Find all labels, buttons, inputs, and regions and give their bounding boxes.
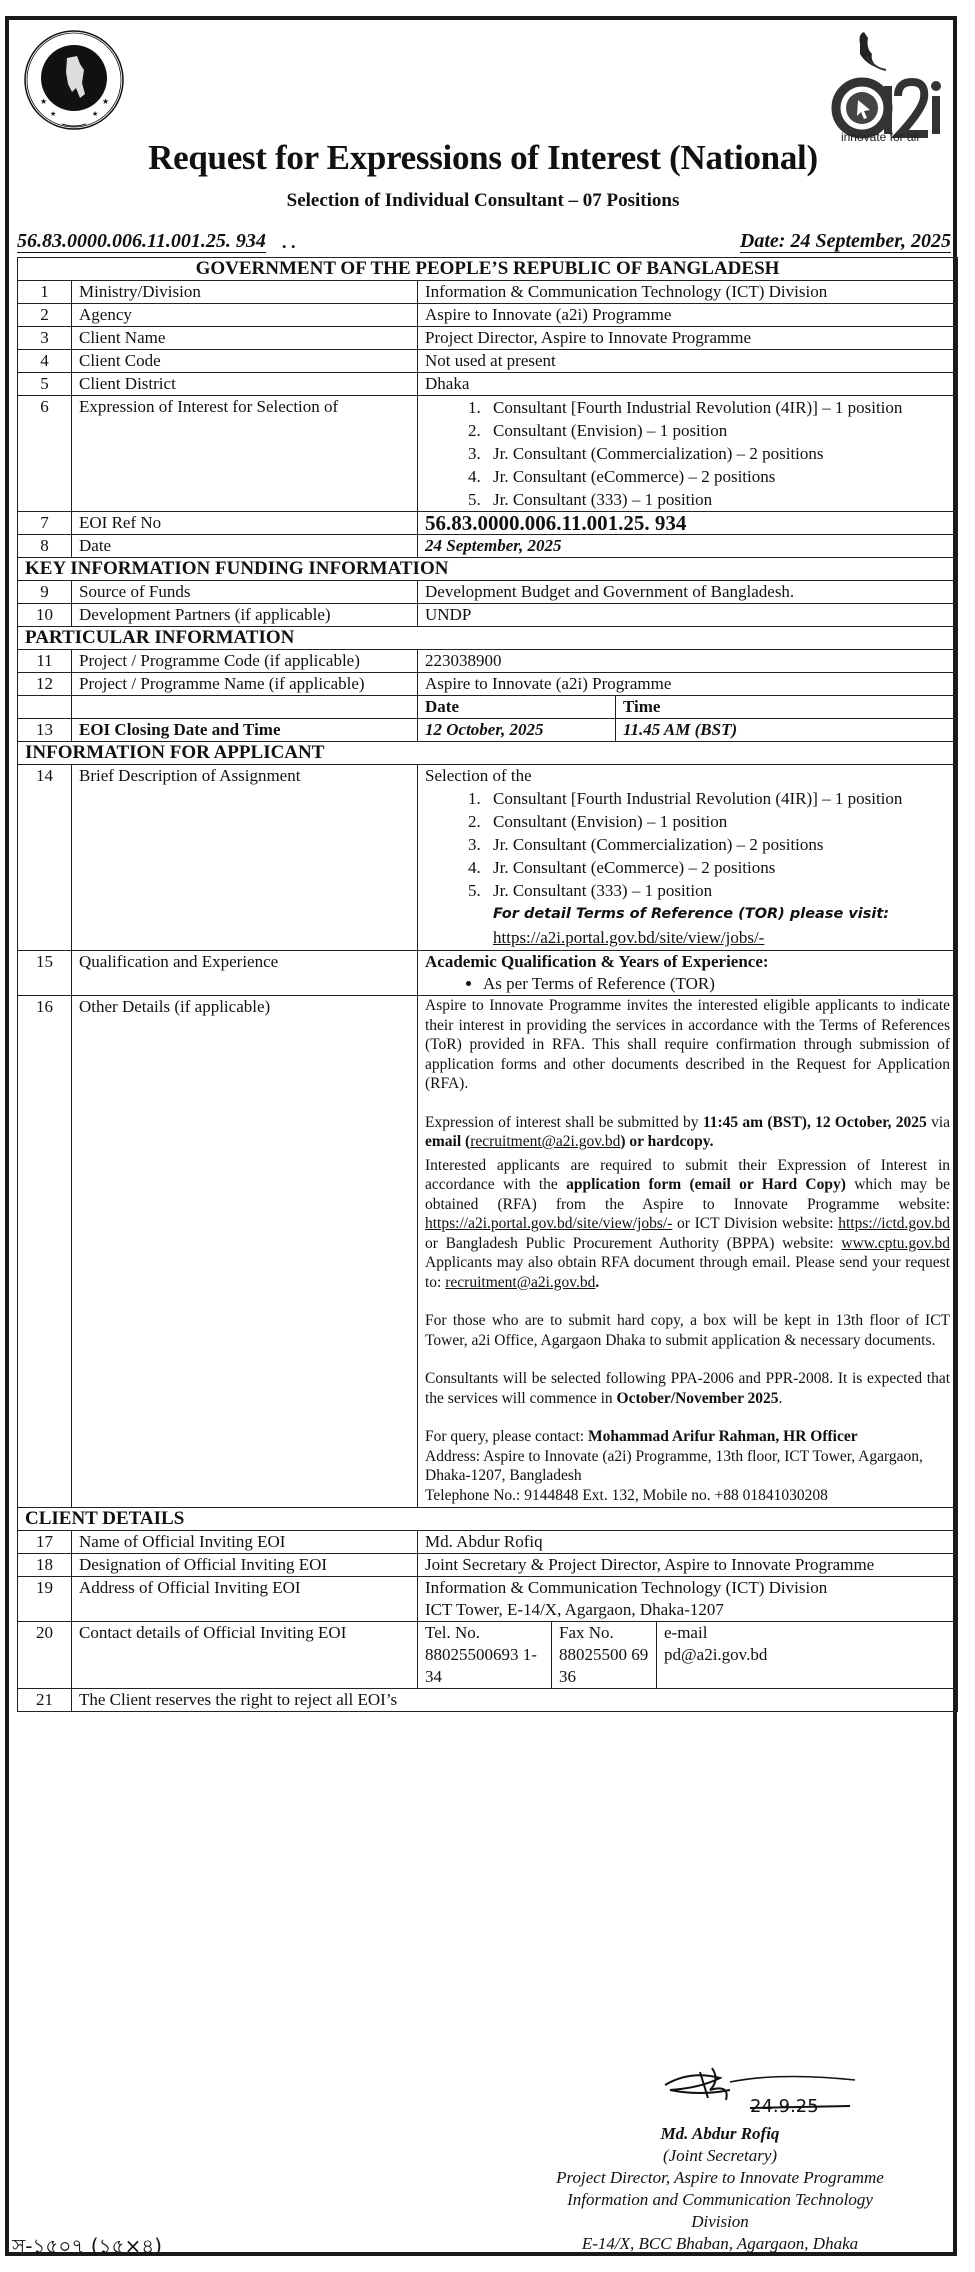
section-header-row	[18, 1508, 958, 1531]
row-label: EOI Closing Date and Time	[72, 719, 418, 742]
table-row: 9 Source of Funds Development Budget and Government of Bangladesh.	[18, 581, 958, 604]
cptu-link[interactable]: www.cptu.gov.bd	[841, 1234, 951, 1252]
hardcopy-instructions: For those who are to submit hard copy, a box will be kept in 13th floor of ICT Tower, a2i Office, Agargaon Dhaka to submit application & necessary documents.	[425, 1312, 951, 1349]
list-item: 4. Jr. Consultant (eCommerce) – 2 positions	[485, 856, 950, 879]
table-heading-row	[18, 258, 958, 281]
a2i-tagline: innovate for all	[840, 130, 920, 144]
table-row: 15 Qualification and Experience Academic Qualification & Years of Experience: • As per Terms of Reference (TOR)	[18, 951, 958, 996]
table-row: 19 Address of Official Inviting EOI Information & Communication Technology (ICT) Division ICT Tower, E-14/X, Agargaon, Dhaka-1207	[18, 1577, 958, 1622]
closing-time-header: Time	[623, 697, 661, 716]
tor-note: For detail Terms of Reference (TOR) please visit:	[493, 906, 890, 922]
table-row: 3 Client Name Project Director, Aspire to Innovate Programme	[18, 327, 958, 350]
date-value: 24 September, 2025	[418, 535, 958, 558]
row-label: Expression of Interest for Selection of	[72, 396, 418, 512]
signatory-line-2: Information and Communication Technology	[567, 2190, 873, 2209]
row-label: Address of Official Inviting EOI	[72, 1577, 418, 1622]
table-row: 4 Client Code Not used at present	[18, 350, 958, 373]
submission-deadline: Expression of interest shall be submitted by 11:45 am (BST), 12 October, 2025 via email (recruitment@a2i.gov.bd) or hardcopy.	[425, 1113, 951, 1150]
list-item: 2. Consultant (Envision) – 1 position	[485, 419, 950, 442]
row-label: Client District	[72, 373, 418, 396]
table-row: 13 EOI Closing Date and Time 12 October, 2025 11.45 AM (BST)	[18, 719, 958, 742]
memo-suffix: . .	[282, 232, 296, 252]
section-key-info: KEY INFORMATION FUNDING INFORMATION	[18, 558, 958, 581]
page-title: Request for Expressions of Interest (National)	[148, 138, 818, 177]
table-row: 1 Ministry/Division Information & Communication Technology (ICT) Division	[18, 281, 958, 304]
recruitment-email-link-2[interactable]: recruitment@a2i.gov.bd	[445, 1273, 596, 1291]
table-row: 21 The Client reserves the right to reject all EOI’s	[18, 1689, 958, 1712]
row-label: Other Details (if applicable)	[72, 996, 418, 1508]
section-header-row	[18, 558, 958, 581]
table-row: 14 Brief Description of Assignment Selection of the 1. Consultant [Fourth Industrial Revolution (4IR)] – 1 position 2. Consultant (Envision) – 1 position 3. Jr. Consultant (Commercialization) – 2 positions 4. Jr. Consultant (eCommerce) – 2 positions 5. Jr. Consultant (333) – 1 position For detail Terms of Reference (TOR) please visit: https://a2i.portal.gov.bd/site/view/jobs/-	[18, 765, 958, 951]
other-details-intro: Aspire to Innovate Programme invites the interested eligible applicants to indicate their interest in providing the services in accordance with the Terms of References (ToR) provided in RFA. This shall require confirmation through submission of application forms and other documents described in the Request for Application (RFA).	[425, 997, 951, 1092]
table-row: 11 Project / Programme Code (if applicable) 223038900	[18, 650, 958, 673]
row-value	[418, 396, 958, 512]
a2i-jobs-link[interactable]: https://a2i.portal.gov.bd/site/view/jobs/-	[425, 1215, 673, 1232]
row-value: Dhaka	[418, 373, 958, 396]
row-label: Project / Programme Name (if applicable)	[72, 673, 418, 696]
list-item: 5. Jr. Consultant (333) – 1 position	[485, 879, 950, 902]
section-client: CLIENT DETAILS	[18, 1508, 958, 1531]
recruitment-email-link[interactable]: recruitment@a2i.gov.bd	[470, 1133, 621, 1150]
section-particular: PARTICULAR INFORMATION	[18, 627, 958, 650]
row-label: Ministry/Division	[72, 281, 418, 304]
table-row: 6 Expression of Interest for Selection of 1. Consultant [Fourth Industrial Revolution (4IR)] – 1 position 2. Consultant (Envision) – 1 position 3. Jr. Consultant (Commercialization) – 2 positions 4. Jr. Consultant (eCommerce) – 2 positions 5. Jr. Consultant (333) – 1 position	[18, 396, 958, 512]
signatory-rank: (Joint Secretary)	[662, 2146, 778, 2165]
row-value: UNDP	[418, 604, 958, 627]
memo-number: 56.83.0000.006.11.001.25. 934	[17, 230, 266, 252]
row-label: Contact details of Official Inviting EOI	[72, 1622, 418, 1689]
svg-text:24.9.25: 24.9.25	[750, 2096, 819, 2117]
row-label: Agency	[72, 304, 418, 327]
tel-label: Tel. No.	[425, 1623, 480, 1642]
ictd-link[interactable]: https://ictd.gov.bd	[838, 1215, 951, 1232]
table-row: 10 Development Partners (if applicable) UNDP	[18, 604, 958, 627]
selection-method: Consultants will be selected following PPA-2006 and PPR-2008. It is expected that the services will commence in October/November 2025.	[425, 1370, 951, 1407]
table-row: 17 Name of Official Inviting EOI Md. Abdur Rofiq	[18, 1531, 958, 1554]
table-row: 8 Date 24 September, 2025	[18, 535, 958, 558]
list-item: 3. Jr. Consultant (Commercialization) – 2 positions	[485, 833, 950, 856]
row-label: Project / Programme Code (if applicable)	[72, 650, 418, 673]
svg-text:★: ★	[102, 97, 110, 106]
application-instructions: Interested applicants are required to submit their Expression of Interest in accordance with the application form (email or Hard Copy) which may be obtained (RFA) from the Aspire to Innovate Programme website: https://a2i.portal.gov.bd/site/view/jobs/- or ICT Division website: https://ictd.gov.bd or Bangladesh Public Procurement Authority (BPPA) website: www.cptu.gov.bd Applicants may also obtain RFA document through email. Please send your request to: recruitment@a2i.gov.bd.	[425, 1156, 951, 1291]
assignment-intro: Selection of the	[425, 766, 532, 785]
list-item: 5. Jr. Consultant (333) – 1 position	[485, 488, 950, 511]
row-value: Project Director, Aspire to Innovate Programme	[418, 327, 958, 350]
email-value[interactable]: pd@a2i.gov.bd	[664, 1645, 768, 1664]
table-row: 12 Project / Programme Name (if applicable) Aspire to Innovate (a2i) Programme	[18, 673, 958, 696]
query-contact: For query, please contact: Mohammad Arifur Rahman, HR Officer	[425, 1428, 858, 1445]
rejection-clause: The Client reserves the right to reject all EOI’s	[72, 1689, 958, 1712]
row-label: Brief Description of Assignment	[72, 765, 418, 951]
section-header-row	[18, 627, 958, 650]
row-value: Development Budget and Government of Bangladesh.	[418, 581, 958, 604]
table-row: 18 Designation of Official Inviting EOI Joint Secretary & Project Director, Aspire to Innovate Programme	[18, 1554, 958, 1577]
list-item: 2. Consultant (Envision) – 1 position	[485, 810, 950, 833]
row-label: Client Name	[72, 327, 418, 350]
section-header-row	[18, 742, 958, 765]
eoi-ref-value: 56.83.0000.006.11.001.25. 934	[418, 512, 958, 535]
row-value: Aspire to Innovate (a2i) Programme	[418, 304, 958, 327]
table-row: 5 Client District Dhaka	[18, 373, 958, 396]
email-label: e-mail	[664, 1623, 708, 1642]
signatory-line-1: Project Director, Aspire to Innovate Programme	[556, 2168, 884, 2187]
government-emblem-icon	[22, 28, 126, 132]
row-label: Client Code	[72, 350, 418, 373]
memo-date: Date: 24 September, 2025	[739, 230, 951, 252]
table-heading: GOVERNMENT OF THE PEOPLE’S REPUBLIC OF BANGLADESH	[18, 258, 958, 281]
fax-value: 88025500 6936	[559, 1645, 649, 1686]
signatory-line-3: Division	[691, 2212, 749, 2231]
closing-date: 12 October, 2025	[418, 719, 616, 741]
row-value: Information & Communication Technology (ICT) Division	[418, 281, 958, 304]
svg-text:★: ★	[92, 110, 99, 118]
list-item: 4. Jr. Consultant (eCommerce) – 2 positions	[485, 465, 950, 488]
row-label: Date	[72, 535, 418, 558]
signatory-name: Md. Abdur Rofiq	[660, 2124, 780, 2143]
closing-header-row	[18, 696, 958, 719]
row-label: Name of Official Inviting EOI	[72, 1531, 418, 1554]
signature-icon	[660, 2060, 860, 2120]
svg-text:★: ★	[50, 110, 57, 118]
svg-text:★: ★	[40, 97, 48, 106]
list-item: • As per Terms of Reference (TOR)	[483, 973, 950, 995]
fax-label: Fax No.	[559, 1623, 614, 1642]
closing-date-header: Date	[418, 696, 616, 718]
list-item: 1. Consultant [Fourth Industrial Revolution (4IR)] – 1 position	[485, 787, 950, 810]
positions-list	[425, 396, 950, 511]
table-row: 7 EOI Ref No 56.83.0000.006.11.001.25. 934	[18, 512, 958, 535]
list-item: 3. Jr. Consultant (Commercialization) – 2 positions	[485, 442, 950, 465]
footer-code: স-১৫০৭ (১৫×৪)	[12, 2234, 163, 2258]
assignment-list	[425, 787, 950, 902]
row-label: EOI Ref No	[72, 512, 418, 535]
signatory-line-4: E-14/X, BCC Bhaban, Agargaon, Dhaka	[581, 2234, 859, 2253]
row-value: 223038900	[418, 650, 958, 673]
row-label: Source of Funds	[72, 581, 418, 604]
row-value: Md. Abdur Rofiq	[418, 1531, 958, 1554]
eoi-table	[17, 257, 958, 1712]
row-label: Development Partners (if applicable)	[72, 604, 418, 627]
list-item: 1. Consultant [Fourth Industrial Revolution (4IR)] – 1 position	[485, 396, 950, 419]
address-line-1: Information & Communication Technology (ICT) Division	[425, 1578, 828, 1597]
page-subtitle: Selection of Individual Consultant – 07 Positions	[286, 190, 680, 211]
signature-block	[490, 2123, 950, 2255]
tor-link[interactable]: https://a2i.portal.gov.bd/site/view/jobs/-	[493, 928, 765, 947]
closing-time: 11.45 AM (BST)	[623, 720, 738, 739]
table-row: 2 Agency Aspire to Innovate (a2i) Programme	[18, 304, 958, 327]
section-applicant: INFORMATION FOR APPLICANT	[18, 742, 958, 765]
row-label: Qualification and Experience	[72, 951, 418, 996]
row-label: Designation of Official Inviting EOI	[72, 1554, 418, 1577]
table-row: 20 Contact details of Official Inviting EOI Tel. No. 88025500693 1-34 Fax No. 88025500 6936 e-mail pd@a2i.gov.bd	[18, 1622, 958, 1689]
contact-phone: Telephone No.: 9144848 Ext. 132, Mobile no. +88 01841030208	[425, 1486, 828, 1504]
address-line-2: ICT Tower, E-14/X, Agargaon, Dhaka-1207	[425, 1600, 724, 1619]
table-row: 16 Other Details (if applicable) Aspire to Innovate Programme invites the interested eligible applicants to indicate their interest in providing the services in accordance with the Terms of References (ToR) provided in RFA. This shall require confirmation through submission of application forms and other documents described in the Request for Application (RFA). Expression of interest shall be submitted by 11:45 am (BST), 12 October, 2025 via email (recruitment@a2i.gov.bd) or hardcopy. Interested applicants are required to submit their Expression of Interest in accordance with the application form (email or Hard Copy) which may be obtained (RFA) from the Aspire to Innovate Programme website: https://a2i.portal.gov.bd/site/view/jobs/- or ICT Division website: https://ictd.gov.bd or Bangladesh Public Procurement Authority (BPPA) website: www.cptu.gov.bd Applicants may also obtain RFA document through email. Please send your request to: recruitment@a2i.gov.bd. For those who are to submit hard copy, a box will be kept in 13th floor of ICT Tower, a2i Office, Agargaon Dhaka to submit application & necessary documents. Consultants will be selected following PPA-2006 and PPR-2008. It is expected that the services will commence in October/November 2025. For query, please contact: Mohammad Arifur Rahman, HR Officer Address: Aspire to Innovate (a2i) Programme, 13th floor, ICT Tower, Agargaon, Dhaka-1207, Bangladesh Telephone No.: 9144848 Ext. 132, Mobile no. +88 01841030208	[18, 996, 958, 1508]
row-value: Joint Secretary & Project Director, Aspire to Innovate Programme	[418, 1554, 958, 1577]
contact-address: Address: Aspire to Innovate (a2i) Programme, 13th floor, ICT Tower, Agargaon, Dhaka-1207, Bangladesh	[425, 1447, 923, 1484]
tel-value: 88025500693 1-34	[425, 1645, 537, 1686]
row-value: Not used at present	[418, 350, 958, 373]
row-value: Aspire to Innovate (a2i) Programme	[418, 673, 958, 696]
qualification-heading: Academic Qualification & Years of Experience:	[425, 952, 769, 971]
